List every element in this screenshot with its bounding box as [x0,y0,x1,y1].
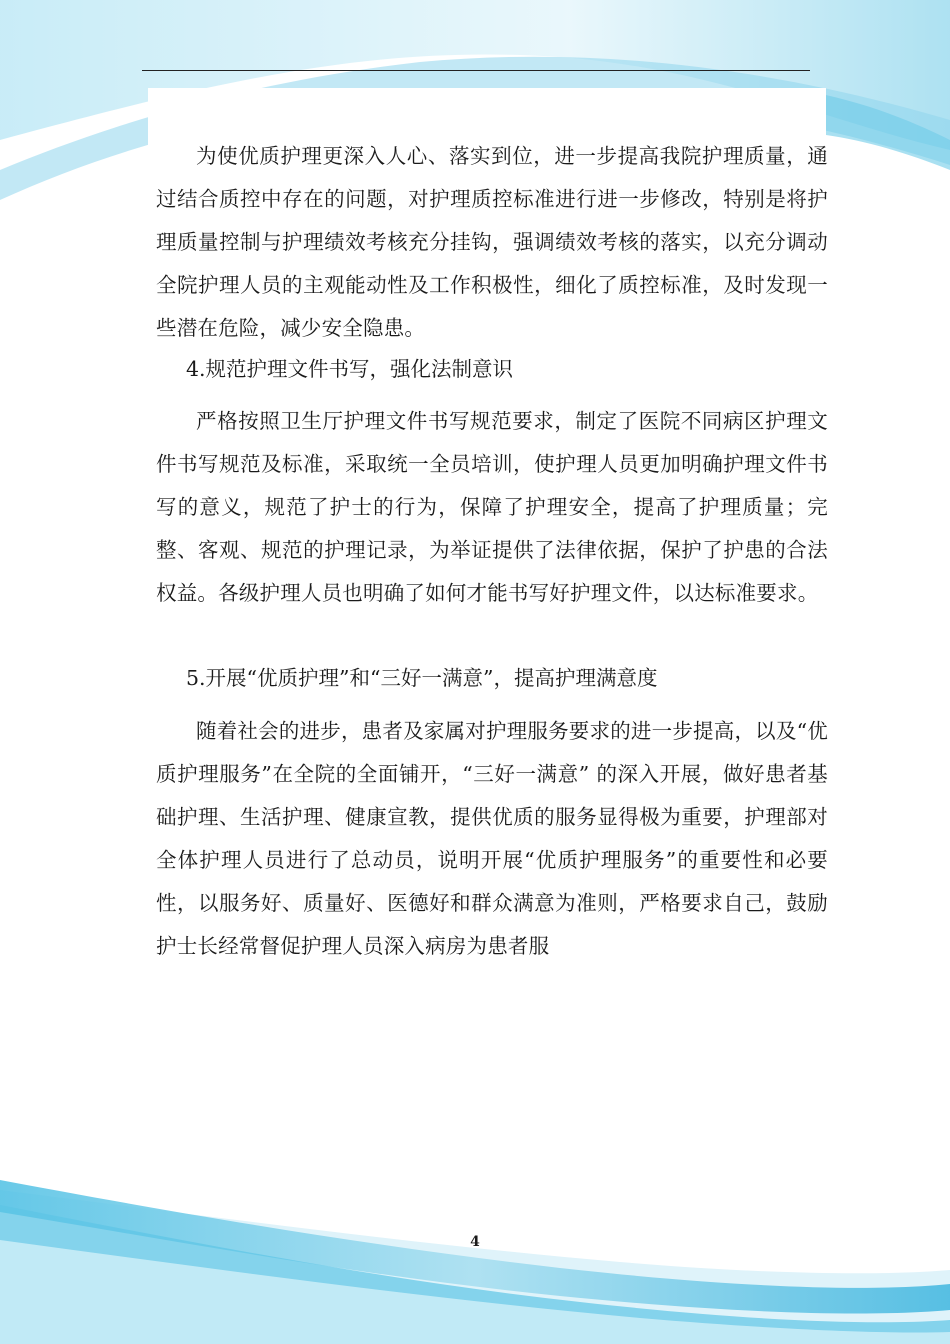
body-paragraph: 随着社会的进步，患者及家属对护理服务要求的进一步提高，以及“优质护理服务”在全院的全面铺开，“三好一满意” 的深入开展，做好患者基础护理、生活护理、健康宣教，提供优质的服务显得极为重要，护理部对全体护理人员进行了总动员，说明开展“优质护理服务”的重要性和必要性，以服务好、质量好、医德好和群众满意为准则，严格要求自己，鼓励护士长经常督促护理人员深入病房为患者服 [156,719,828,958]
page-number: 4 [470,1234,480,1250]
body-paragraph: 为使优质护理更深入人心、落实到位，进一步提高我院护理质量，通过结合质控中存在的问题，对护理质控标准进行进一步修改，特别是将护理质量控制与护理绩效考核充分挂钩，强调绩效考核的落实，以充分调动全院护理人员的主观能动性及工作积极性，细化了质控标准，及时发现一些潜在危险，减少安全隐患。 [156,144,828,340]
body-paragraph: 严格按照卫生厅护理文件书写规范要求，制定了医院不同病区护理文件书写规范及标准，采取统一全员培训，使护理人员更加明确护理文件书写的意义，规范了护士的行为，保障了护理安全，提高了护理质量；完整、客观、规范的护理记录，为举证提供了法律依据，保护了护患的合法权益。各级护理人员也明确了如何才能书写好护理文件，以达标准要求。 [156,409,828,605]
section-heading-5: 5.开展“优质护理”和“三好一满意”，提高护理满意度 [186,666,658,690]
section-heading-4: 4.规范护理文件书写，强化法制意识 [186,357,514,381]
header-rule [142,70,810,71]
